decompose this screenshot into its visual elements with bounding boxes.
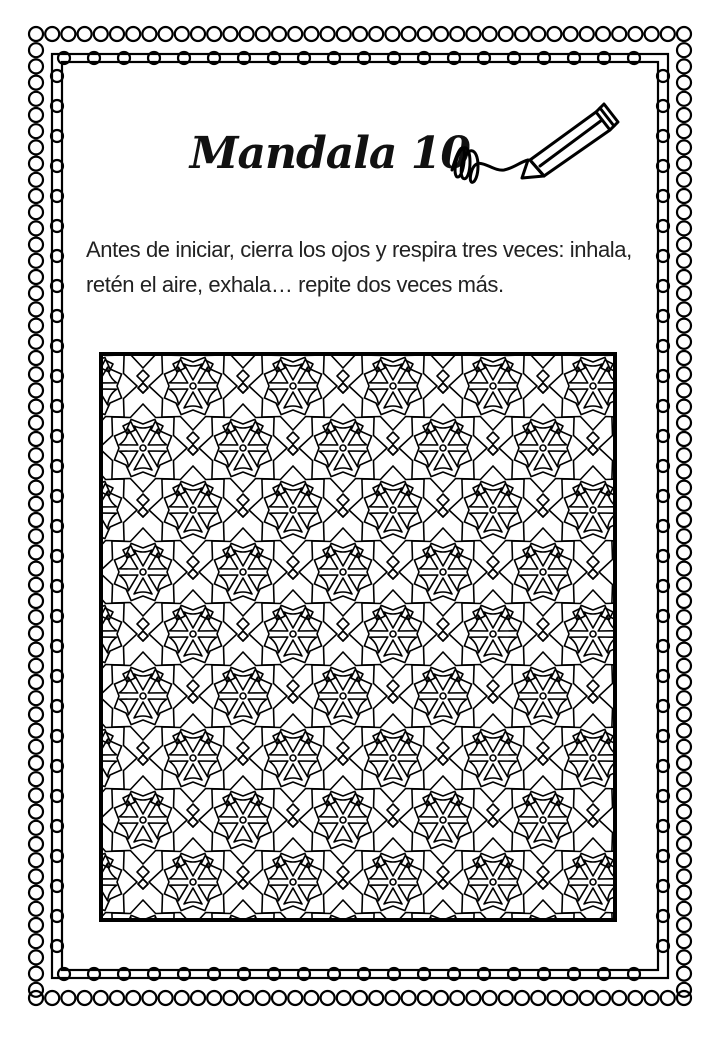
page-title: Mandala 10 bbox=[189, 128, 470, 179]
mandala-pattern-drawing bbox=[103, 356, 613, 918]
breathing-instructions: Antes de iniciar, cierra los ojos y respira tres veces: inhala, retén el aire, exhala… repite dos veces más. bbox=[86, 237, 632, 297]
pencil-with-loops-icon bbox=[448, 92, 628, 192]
mandala-pattern bbox=[99, 352, 617, 922]
